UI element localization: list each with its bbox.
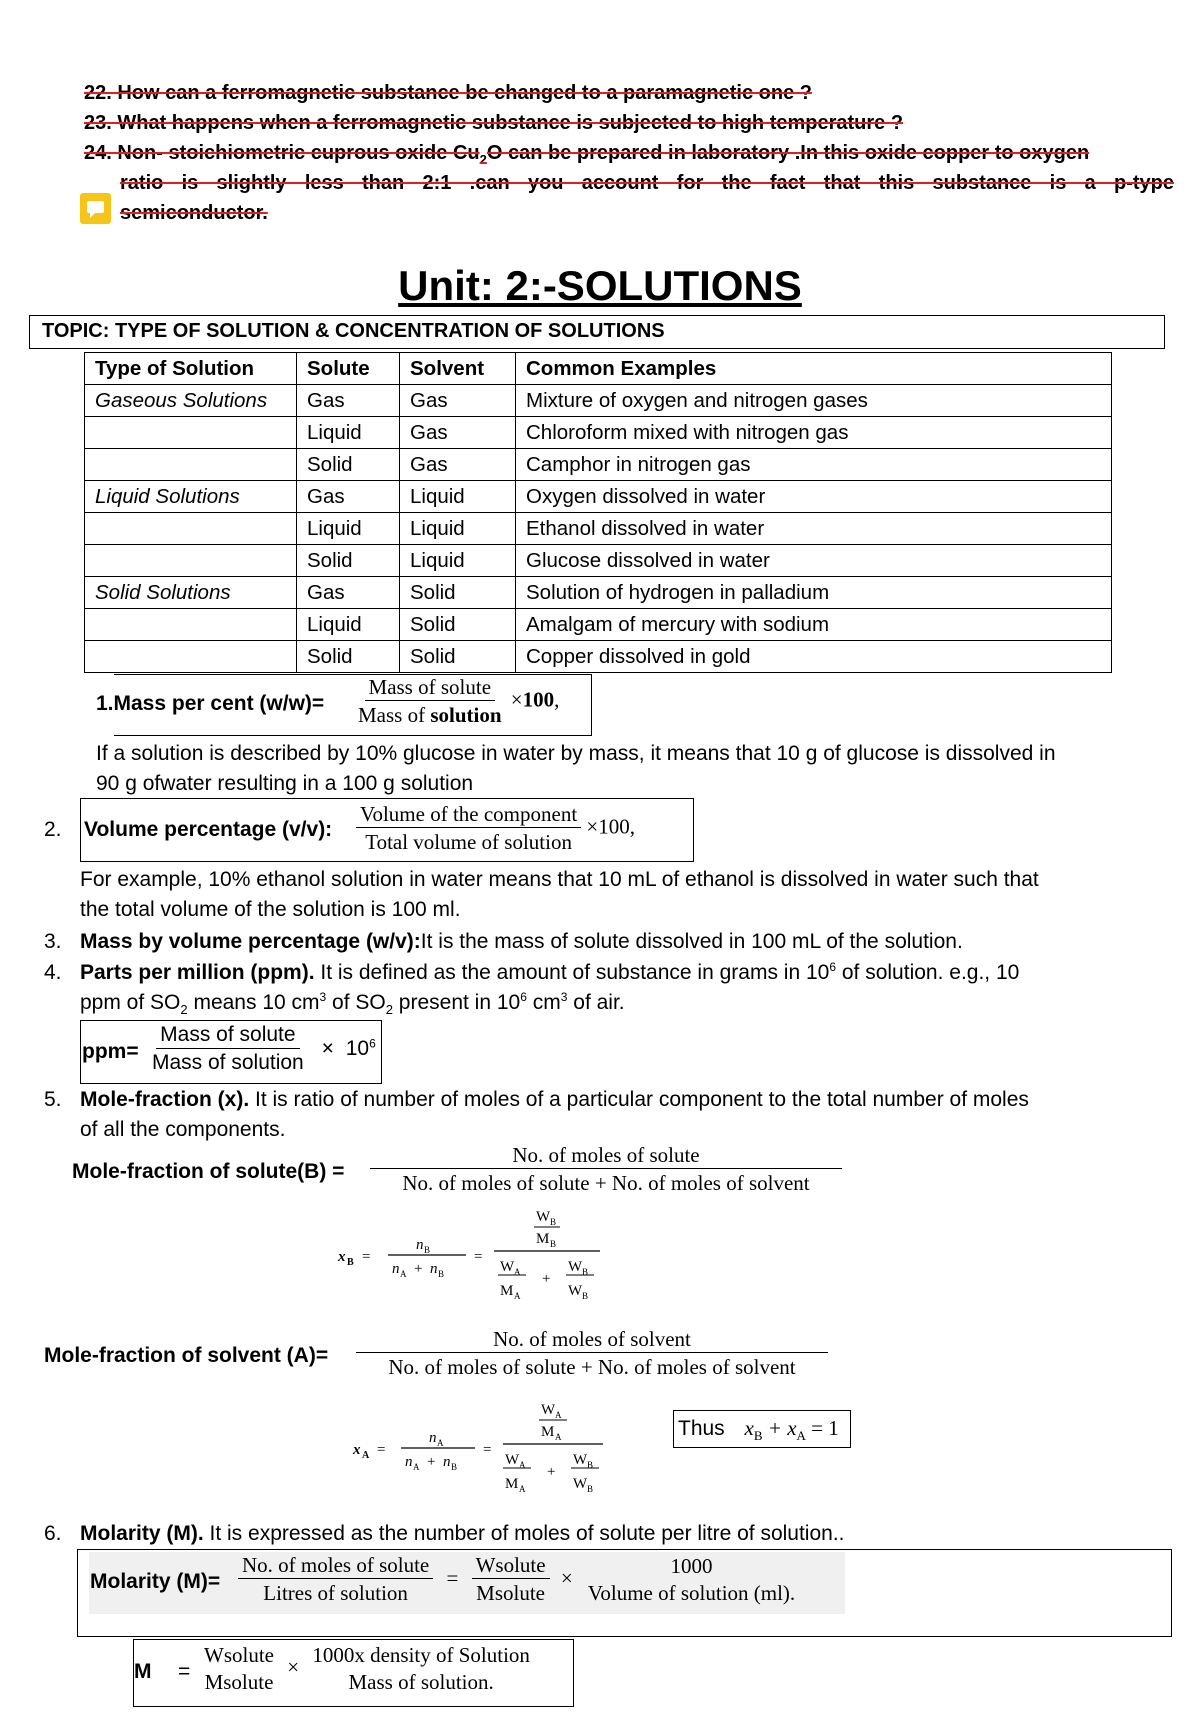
- molarity-eq: =: [446, 1565, 459, 1590]
- xa-wb: W: [573, 1452, 588, 1468]
- xb-ma: M: [500, 1283, 514, 1299]
- xa-wb2-sub: B: [587, 1484, 594, 1494]
- cell-solvent: Liquid: [400, 545, 516, 577]
- xa-eq-1: =: [377, 1442, 386, 1458]
- ppm-label: Parts per million (ppm).: [80, 961, 315, 984]
- solute-numerator: No. of moles of solute: [370, 1142, 842, 1169]
- cell-type: [85, 545, 297, 577]
- cell-solvent: Gas: [400, 417, 516, 449]
- molarity-label: Molarity (M).: [80, 1522, 204, 1545]
- molarity-f3-den: Volume of solution (ml).: [587, 1580, 796, 1605]
- cell-example: Solution of hydrogen in palladium: [516, 577, 1112, 609]
- m-g1-num: Wsolute: [204, 1643, 274, 1667]
- xb-wb2-sub: B: [582, 1267, 589, 1277]
- mass-percent-den-a: Mass of: [358, 703, 431, 728]
- cell-solute: Liquid: [297, 513, 400, 545]
- mole-fraction-solvent-label: Mole-fraction of solvent (A)=: [44, 1344, 329, 1367]
- m-formula: [200, 1642, 534, 1697]
- cell-solute: Solid: [297, 545, 400, 577]
- cell-solvent: Solid: [400, 641, 516, 673]
- ppm-fraction: [148, 1022, 308, 1078]
- ppm-item: [44, 960, 1019, 985]
- xb-wb2: W: [568, 1259, 583, 1275]
- molarity-f2-den: Msolute: [476, 1581, 545, 1606]
- cell-solute: Liquid: [297, 417, 400, 449]
- ppm-line2-c: of SO: [326, 991, 386, 1014]
- mass-percent-tail: ,: [554, 687, 560, 712]
- m-times: ×: [287, 1655, 300, 1680]
- molarity-formula-label: Molarity (M)=: [90, 1570, 221, 1593]
- cell-type: [85, 417, 297, 449]
- volume-percent-desc-1: For example, 10% ethanol solution in water means that 10 mL of ethanol is dissolved in water such that: [80, 868, 1039, 891]
- ppm-numerator: Mass of solute: [156, 1022, 299, 1049]
- cell-type: Solid Solutions: [85, 577, 297, 609]
- ppm-number: 4.: [44, 961, 62, 984]
- molarity-formula: [238, 1552, 799, 1608]
- xb-wb3: W: [568, 1283, 583, 1299]
- molarity-f1-den: Litres of solution: [263, 1581, 408, 1606]
- xa-formula-svg: [345, 1398, 625, 1504]
- mass-percent-numerator: Mass of solute: [365, 674, 496, 701]
- xb-wb-sub: B: [550, 1217, 557, 1227]
- question-24: [84, 142, 1174, 167]
- table-row: [85, 609, 1112, 641]
- molarity-text: It is expressed as the number of moles of solute per litre of solution..: [203, 1522, 845, 1545]
- xa-nb: n: [443, 1454, 451, 1470]
- mole-fraction-text: It is ratio of number of moles of a particular component to the total number of moles: [249, 1088, 1029, 1111]
- mass-percent-fraction: [354, 674, 506, 730]
- xa-na2: n: [405, 1454, 413, 1470]
- mass-by-volume-text: It is the mass of solute dissolved in 100 mL of the solution.: [420, 930, 963, 953]
- thus-eq: = 1: [805, 1416, 839, 1440]
- mass-percent-desc-2: 90 g ofwater resulting in a 100 g solution: [96, 772, 474, 795]
- m-fraction-1: [200, 1642, 278, 1697]
- solvent-numerator: No. of moles of solvent: [356, 1326, 828, 1353]
- m-g2-num: 1000x density of Solution: [312, 1643, 530, 1667]
- xb-symbol-sub: B: [347, 1257, 354, 1268]
- ppm-factor: 10: [345, 1037, 370, 1061]
- header-examples: Common Examples: [516, 353, 1112, 385]
- volume-percent-fraction: [356, 801, 581, 857]
- cell-type: Liquid Solutions: [85, 481, 297, 513]
- mass-by-volume-item: [44, 930, 963, 954]
- cell-example: Mixture of oxygen and nitrogen gases: [516, 385, 1112, 417]
- ppm-factor-sup: 6: [369, 1036, 376, 1051]
- ppm-formula-label: ppm=: [82, 1040, 139, 1063]
- xb-eq-2: =: [474, 1249, 483, 1265]
- xa-plus-1: +: [427, 1454, 436, 1470]
- xb-mb: M: [536, 1231, 550, 1247]
- header-solvent: Solvent: [400, 353, 516, 385]
- table-row: [85, 641, 1112, 673]
- ppm-line2-d: present in 10: [392, 991, 521, 1014]
- mole-fraction-line-2: of all the components.: [80, 1118, 286, 1141]
- xa-wa: W: [541, 1402, 556, 1418]
- xb-mb-sub: B: [550, 1239, 557, 1249]
- ppm-line2-a: ppm of SO: [80, 991, 181, 1014]
- mole-fraction-number: 5.: [44, 1088, 62, 1111]
- ppm-text-b: of solution. e.g., 10: [836, 961, 1020, 984]
- xb-na-sub: A: [400, 1269, 407, 1279]
- question-24-text-b: O can be prepared in laboratory .In this oxide copper to oxygen: [486, 142, 1090, 164]
- question-24-line3: [120, 202, 268, 225]
- cell-example: Oxygen dissolved in water: [516, 481, 1112, 513]
- volume-percent-denominator: Total volume of solution: [365, 830, 572, 855]
- question-22-text: 22. How can a ferromagnetic substance be changed to a paramagnetic one ?: [84, 82, 812, 104]
- cell-type: [85, 609, 297, 641]
- cell-solute: Gas: [297, 577, 400, 609]
- cell-example: Ethanol dissolved in water: [516, 513, 1112, 545]
- solvent-fraction: [356, 1326, 828, 1382]
- ppm-line2-sub1: 2: [180, 1002, 188, 1018]
- ppm-line2-e: cm: [526, 991, 561, 1014]
- question-22: [84, 82, 812, 105]
- cell-solute: Gas: [297, 481, 400, 513]
- xa-eq-2: =: [483, 1442, 492, 1458]
- xb-eq-1: =: [362, 1249, 371, 1265]
- question-23-text: 23. What happens when a ferromagnetic substance is subjected to high temperature ?: [84, 112, 904, 134]
- molarity-f1-num: No. of moles of solute: [238, 1552, 433, 1579]
- cell-solvent: Gas: [400, 449, 516, 481]
- cell-type: [85, 641, 297, 673]
- xb-plus-1: +: [414, 1261, 423, 1277]
- cell-solute: Solid: [297, 449, 400, 481]
- volume-percent-numerator: Volume of the component: [356, 801, 581, 828]
- xb-plus-2: +: [542, 1271, 551, 1287]
- xa-symbol: x: [353, 1442, 361, 1458]
- volume-percent-number: 2.: [44, 818, 62, 841]
- molarity-number: 6.: [44, 1522, 62, 1545]
- ppm-line2-sup1: 3: [319, 990, 327, 1004]
- table-header-row: [85, 353, 1112, 385]
- table-row: [85, 545, 1112, 577]
- xb-nb2-sub: B: [438, 1269, 445, 1279]
- mass-percent-times: ×: [510, 687, 523, 712]
- mole-fraction-solvent-formula: [356, 1326, 828, 1382]
- thus-sub-a: A: [796, 1428, 806, 1444]
- cell-example: Copper dissolved in gold: [516, 641, 1112, 673]
- cell-solvent: Solid: [400, 577, 516, 609]
- xa-ma: M: [541, 1424, 555, 1440]
- table-row: [85, 449, 1112, 481]
- molarity-fraction-3: [584, 1553, 799, 1608]
- table-row: [85, 417, 1112, 449]
- unit-title: Unit: 2:-SOLUTIONS: [398, 262, 802, 309]
- volume-percent-tail: ,: [629, 814, 636, 839]
- xa-wb2: W: [573, 1476, 588, 1492]
- solvent-denominator: No. of moles of solute + No. of moles of solvent: [388, 1355, 796, 1380]
- volume-percent-formula: [356, 801, 635, 857]
- thus-label: Thus: [678, 1417, 725, 1440]
- ppm-line2-sup2: 6: [520, 990, 527, 1004]
- question-24-line2-text: ratio is slightly less than 2:1 .can you account for the fact that this substance is a p-type: [120, 172, 1174, 194]
- xa-ma2: M: [505, 1476, 519, 1492]
- ppm-text-a: It is defined as the amount of substance in grams in 10: [314, 961, 830, 984]
- xa-wa-sub: A: [555, 1410, 562, 1420]
- volume-percent-times: ×: [586, 814, 599, 839]
- table-row: [85, 513, 1112, 545]
- mass-percent-factor: 100: [522, 687, 555, 712]
- cell-example: Camphor in nitrogen gas: [516, 449, 1112, 481]
- cell-solvent: Solid: [400, 609, 516, 641]
- cell-solute: Liquid: [297, 609, 400, 641]
- xa-symbol-sub: A: [362, 1450, 370, 1461]
- mole-fraction-item: [44, 1088, 1029, 1112]
- cell-example: Chloroform mixed with nitrogen gas: [516, 417, 1112, 449]
- ppm-line2-sup3: 3: [560, 990, 568, 1004]
- m-fraction-2: [308, 1642, 534, 1697]
- mass-percent-formula: [354, 674, 559, 730]
- xa-nb-sub: B: [451, 1462, 458, 1472]
- cell-example: Glucose dissolved in water: [516, 545, 1112, 577]
- xb-na: n: [392, 1261, 400, 1277]
- question-24-text-a: 24. Non- stoichiometric cuprous oxide Cu: [84, 142, 480, 164]
- question-24-line2: [120, 172, 1174, 195]
- topic-text: TOPIC: TYPE OF SOLUTION & CONCENTRATION OF SOLUTIONS: [42, 320, 665, 342]
- molarity-item: [44, 1522, 845, 1546]
- cell-solvent: Gas: [400, 385, 516, 417]
- xb-wa: W: [500, 1259, 515, 1275]
- xb-symbol: x: [338, 1249, 346, 1265]
- molarity-fraction-1: [238, 1552, 433, 1608]
- molarity-times: ×: [560, 1565, 573, 1590]
- xb-ma-sub: A: [514, 1291, 521, 1301]
- mass-percent-den-b: solution: [430, 703, 502, 728]
- mole-fraction-solute-label: Mole-fraction of solute(B) =: [72, 1160, 345, 1183]
- thus-expression: [678, 1416, 839, 1444]
- m-g1-den: Msolute: [204, 1670, 274, 1695]
- thus-sub-b: B: [753, 1428, 763, 1444]
- xb-formula-svg: [330, 1205, 610, 1315]
- volume-percent-desc-2: the total volume of the solution is 100 ml.: [80, 898, 461, 921]
- xb-wb: W: [536, 1209, 551, 1225]
- xb-wb3-sub: B: [582, 1291, 589, 1301]
- cell-example: Amalgam of mercury with sodium: [516, 609, 1112, 641]
- mole-fraction-label: Mole-fraction (x).: [80, 1088, 250, 1111]
- xa-na2-sub: A: [413, 1462, 420, 1472]
- ppm-line2-sub2: 2: [385, 1002, 393, 1018]
- cell-type: [85, 449, 297, 481]
- question-24-sub: 2: [479, 152, 487, 167]
- thus-plus: + x: [762, 1416, 797, 1440]
- table-row: [85, 577, 1112, 609]
- cell-solute: Solid: [297, 641, 400, 673]
- cell-solute: Gas: [297, 385, 400, 417]
- cell-type: Gaseous Solutions: [85, 385, 297, 417]
- solution-types-table: [84, 352, 1112, 673]
- molarity-fraction-2: [472, 1552, 550, 1608]
- xb-nb2: n: [430, 1261, 438, 1277]
- xb-nb-sub: B: [424, 1245, 431, 1255]
- ppm-denominator: Mass of solution: [152, 1051, 304, 1075]
- mass-by-volume-number: 3.: [44, 930, 62, 953]
- xa-ma-sub: A: [555, 1432, 562, 1442]
- molarity-f2-num: Wsolute: [472, 1552, 550, 1579]
- xb-nb: n: [416, 1237, 424, 1253]
- ppm-formula: [148, 1022, 376, 1078]
- question-24-line3-text: semiconductor.: [120, 202, 268, 224]
- cell-solvent: Liquid: [400, 513, 516, 545]
- m-g2-den: Mass of solution.: [348, 1670, 494, 1695]
- question-23: [84, 112, 903, 135]
- xb-wa-sub: A: [514, 1267, 521, 1277]
- table-row: [85, 481, 1112, 513]
- mass-percent-label: 1.Mass per cent (w/w)=: [96, 692, 325, 715]
- header-type: Type of Solution: [85, 353, 297, 385]
- table-row: [85, 385, 1112, 417]
- solute-denominator: No. of moles of solute + No. of moles of solvent: [402, 1171, 810, 1196]
- xa-ma2-sub: A: [519, 1484, 526, 1494]
- mole-fraction-solute-formula: [370, 1142, 842, 1198]
- header-solute: Solute: [297, 353, 400, 385]
- mass-by-volume-label: Mass by volume percentage (w/v):: [80, 930, 421, 953]
- xa-na: n: [429, 1430, 437, 1446]
- volume-percent-factor: 100: [598, 814, 630, 839]
- xa-wa2: W: [505, 1452, 520, 1468]
- xa-na-sub: A: [437, 1438, 444, 1448]
- xa-wa2-sub: A: [519, 1460, 526, 1470]
- comment-note-icon[interactable]: [80, 193, 111, 224]
- m-formula-label: M: [134, 1660, 152, 1683]
- thus-x: x: [744, 1416, 754, 1440]
- ppm-line2-f: of air.: [567, 991, 625, 1014]
- ppm-times: ×: [321, 1037, 334, 1061]
- topic-box: [29, 315, 1165, 349]
- ppm-sup-a: 6: [829, 960, 837, 974]
- cell-solvent: Liquid: [400, 481, 516, 513]
- ppm-line-2: [80, 990, 625, 1017]
- mass-percent-denominator: [354, 701, 506, 729]
- solute-fraction: [370, 1142, 842, 1198]
- mass-percent-desc-1: If a solution is described by 10% glucose in water by mass, it means that 10 g of glucose is dissolved in: [96, 742, 1056, 765]
- xa-wb-sub: B: [587, 1460, 594, 1470]
- volume-percent-label: Volume percentage (v/v):: [84, 818, 333, 841]
- ppm-line2-b: means 10 cm: [187, 991, 320, 1014]
- cell-type: [85, 513, 297, 545]
- m-formula-eq: =: [178, 1660, 191, 1683]
- xa-plus-2: +: [547, 1464, 556, 1480]
- molarity-f3-num: 1000: [670, 1553, 713, 1578]
